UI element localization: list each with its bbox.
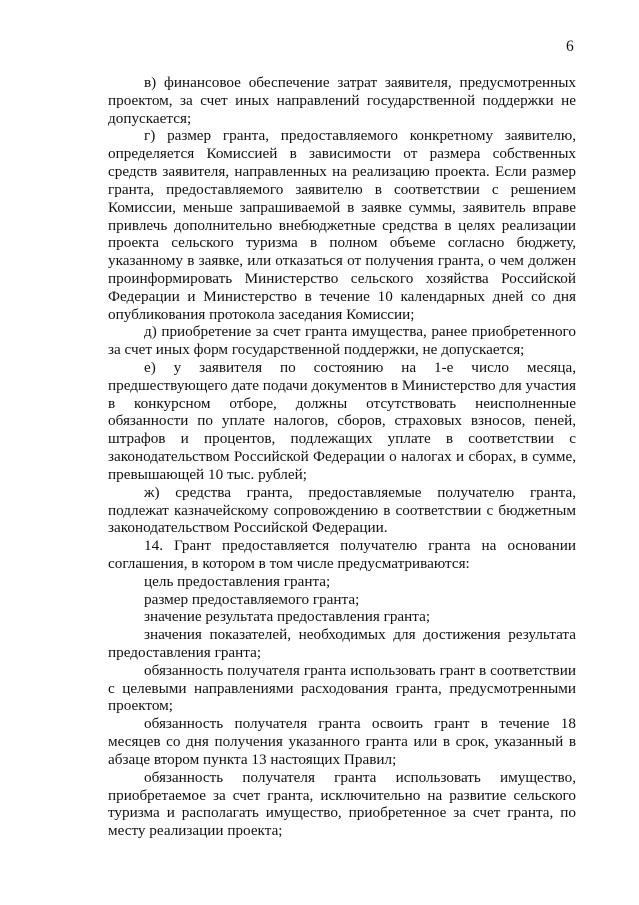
document-body: [108, 74, 576, 840]
paragraph-item-d: д) приобретение за счет гранта имущества, ранее приобретенного за счет иных форм государственной поддержки, не допускается;: [108, 323, 576, 359]
paragraph-item-g: г) размер гранта, предоставляемого конкретному заявителю, определяется Комиссией в зависимости от размера собственных средств заявителя, направленных на реализацию проекта. Если размер гранта, предоставляемого заявителю в соответствии с решением Комиссии, меньше запрашиваемой в заявке суммы, заявитель вправе привлечь дополнительно внебюджетные средства в целях реализации проекта сельского туризма в полном объеме согласно бюджету, указанному в заявке, или отказаться от получения гранта, о чем должен проинформировать Министерство сельского хозяйства Российской Федерации и Министерство в течение 10 календарных дней со дня опубликования протокола заседания Комиссии;: [108, 127, 576, 323]
paragraph-item-e: е) у заявителя по состоянию на 1-е число месяца, предшествующего дате подачи документов в Министерство для участия в конкурсном отборе, должны отсутствовать неисполненные обязанности по уплате налогов, сборов, страховых взносов, пеней, штрафов и процентов, подлежащих уплате в соответствии с законодательством Российской Федерации о налогах и сборах, в сумме, превышающей 10 тыс. рублей;: [108, 359, 576, 483]
agreement-item-indicators: значения показателей, необходимых для достижения результата предоставления гранта;: [108, 626, 576, 661]
agreement-item-amount: размер предоставляемого гранта;: [144, 590, 360, 608]
agreement-item-property-use: обязанность получателя гранта использовать имущество, приобретаемое за счет гранта, исключительно на развитие сельского туризма и располагать имущество, приобретенное за счет гранта, по месту реализации проекта;: [108, 768, 576, 840]
paragraph-item-zh: ж) средства гранта, предоставляемые получателю гранта, подлежат казначейскому сопровождению в соответствии с бюджетным законодательством Российской Федерации.: [108, 483, 576, 537]
agreement-item-result: значение результата предоставления гранта;: [144, 608, 431, 626]
paragraph-section-14: 14. Грант предоставляется получателю гранта на основании соглашения, в котором в том числе предусматриваются:: [108, 537, 576, 572]
agreement-item-goal: цель предоставления гранта;: [144, 572, 331, 590]
paragraph-item-v: в) финансовое обеспечение затрат заявителя, предусмотренных проектом, за счет иных направлений государственной поддержки не допускается;: [108, 74, 576, 127]
agreement-item-spend-term: обязанность получателя гранта освоить грант в течение 18 месяцев со дня получения указанного гранта или в срок, указанный в абзаце втором пункта 13 настоящих Правил;: [108, 715, 576, 768]
page-number: 6: [566, 38, 574, 55]
agreement-item-use-grant: обязанность получателя гранта использовать грант в соответствии с целевыми направлениями расходования гранта, предусмотренными проектом;: [108, 661, 576, 715]
